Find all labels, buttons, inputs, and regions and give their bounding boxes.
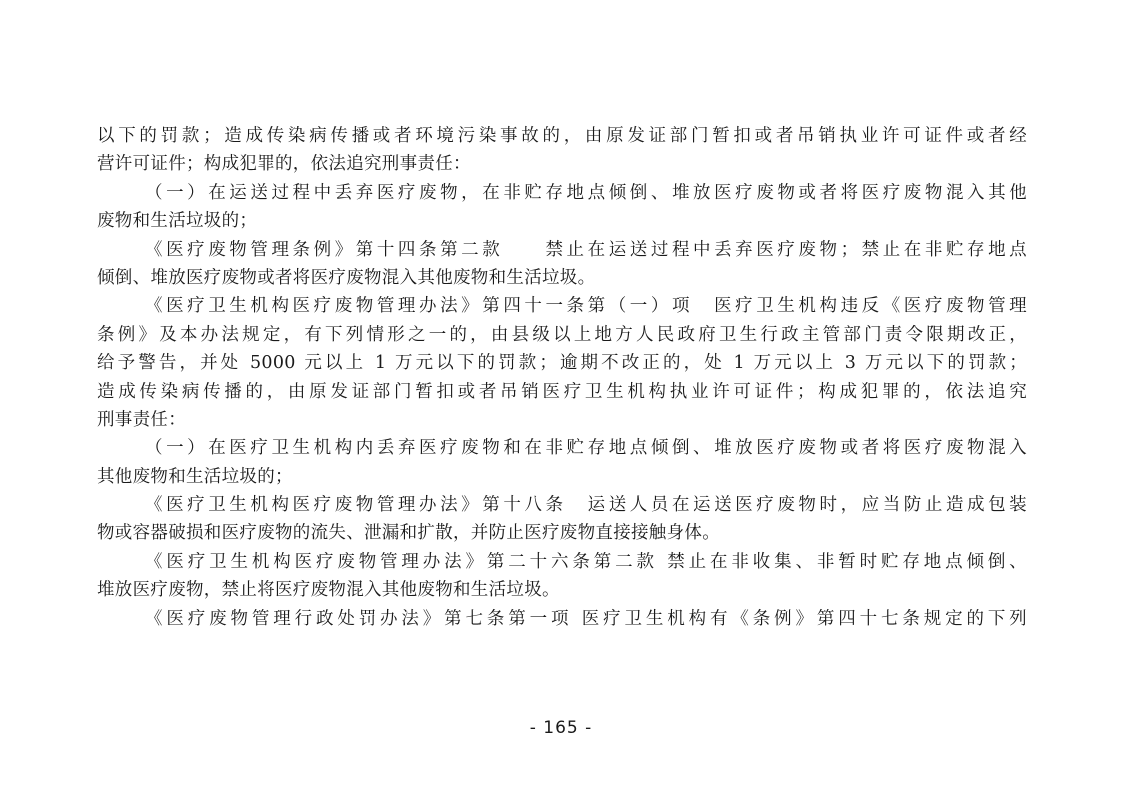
text-line: 《医疗卫生机构医疗废物管理办法》第二十六条第二款 禁止在非收集、非暂时贮存地点倾倒、 xyxy=(145,551,1027,572)
text-line: 条例》及本办法规定，有下列情形之一的，由县级以上地方人民政府卫生行政主管部门责令限期改正， xyxy=(97,324,1027,345)
text-line: （一）在医疗卫生机构内丢弃医疗废物和在非贮存地点倾倒、堆放医疗废物或者将医疗废物混入 xyxy=(145,438,1027,459)
text-line: 堆放医疗废物，禁止将医疗废物混入其他废物和生活垃圾。 xyxy=(97,580,560,601)
text-line: 其他废物和生活垃圾的； xyxy=(97,466,293,487)
text-line: 给予警告，并处 5000 元以上 1 万元以下的罚款；逾期不改正的，处 1 万元以上 3 万元以下的罚款； xyxy=(97,353,1027,374)
text-line: 《医疗废物管理条例》第十四条第二款 禁止在运送过程中丢弃医疗废物；禁止在非贮存地点 xyxy=(145,239,1027,260)
text-line: 营许可证件；构成犯罪的，依法追究刑事责任： xyxy=(97,154,471,175)
text-line: 造成传染病传播的，由原发证部门暂扣或者吊销医疗卫生机构执业许可证件；构成犯罪的，依法追究 xyxy=(97,381,1027,402)
page-number: - 165 - xyxy=(529,718,593,738)
text-line: 废物和生活垃圾的； xyxy=(97,211,258,232)
text-line: 刑事责任： xyxy=(97,409,186,430)
text-line: （一）在运送过程中丢弃医疗废物，在非贮存地点倾倒、堆放医疗废物或者将医疗废物混入其他 xyxy=(145,182,1027,203)
text-line: 《医疗废物管理行政处罚办法》第七条第一项 医疗卫生机构有《条例》第四十七条规定的下列 xyxy=(145,608,1027,629)
text-line: 以下的罚款；造成传染病传播或者环境污染事故的，由原发证部门暂扣或者吊销执业许可证件或者经 xyxy=(97,126,1027,146)
text-line: 倾倒、堆放医疗废物或者将医疗废物混入其他废物和生活垃圾。 xyxy=(97,267,596,288)
text-line: 物或容器破损和医疗废物的流失、泄漏和扩散，并防止医疗废物直接接触身体。 xyxy=(97,523,720,544)
text-line: 《医疗卫生机构医疗废物管理办法》第四十一条第（一）项 医疗卫生机构违反《医疗废物管理 xyxy=(145,296,1027,317)
text-line: 《医疗卫生机构医疗废物管理办法》第十八条 运送人员在运送医疗废物时，应当防止造成包装 xyxy=(145,495,1027,516)
body-text xyxy=(97,122,1027,633)
